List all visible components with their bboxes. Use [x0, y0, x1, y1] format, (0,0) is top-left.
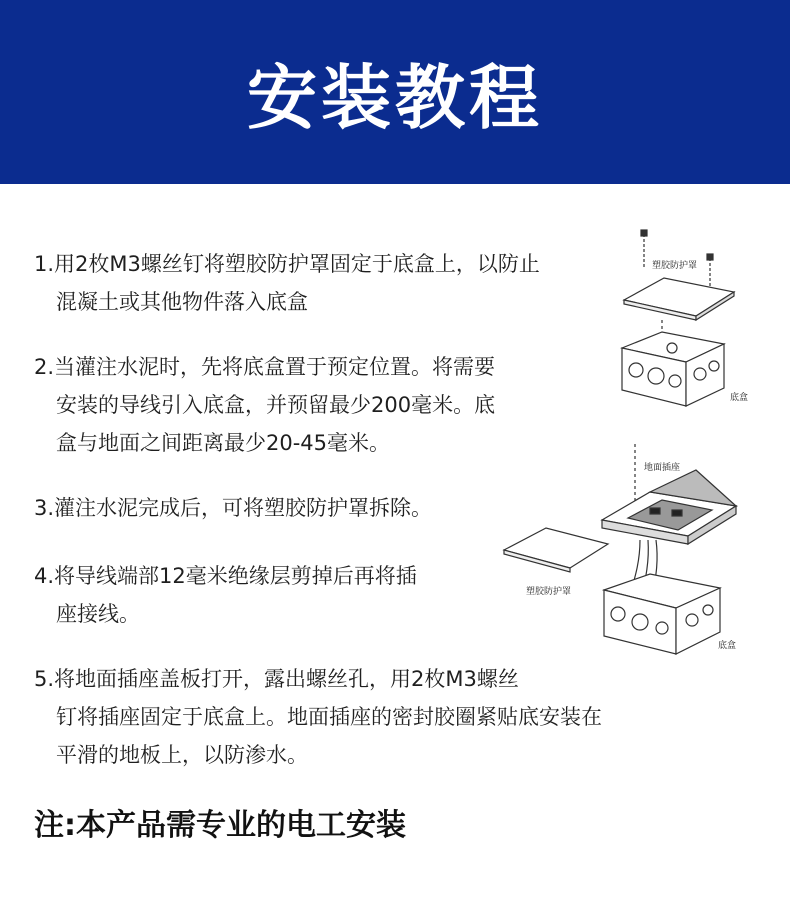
step-5	[34, 660, 602, 774]
step-5-line-1: 5.将地面插座盖板打开，露出螺丝孔，用2枚M3螺丝	[34, 667, 519, 691]
socket-box-illustration	[500, 440, 770, 660]
step-3-line-1: 3.灌注水泥完成后，可将塑胶防护罩拆除。	[34, 496, 433, 520]
cover-label: 塑胶防护罩	[652, 261, 698, 271]
safety-note: 注:本产品需专业的电工安装	[34, 808, 406, 843]
step-5-line-2: 钉将插座固定于底盒上。地面插座的密封胶圈紧贴底安装在	[56, 705, 602, 729]
step-2-line-2: 安装的导线引入底盒，并预留最少200毫米。底	[56, 393, 496, 417]
socket-label: 地面插座	[644, 463, 681, 473]
step-2-line-1: 2.当灌注水泥时，先将底盒置于预定位置。将需要	[34, 355, 496, 379]
box-label-2: 底盒	[718, 641, 737, 651]
step-1-line-2: 混凝土或其他物件落入底盒	[56, 290, 308, 314]
step-4-line-2: 座接线。	[56, 602, 140, 626]
cover-label-2: 塑胶防护罩	[526, 587, 572, 597]
step-2-line-3: 盒与地面之间距离最少20-45毫米。	[56, 431, 391, 455]
diagram-socket-installation	[500, 440, 770, 660]
step-1	[34, 245, 540, 321]
step-2	[34, 348, 495, 462]
header-banner	[0, 0, 790, 184]
cover-box-illustration	[612, 228, 762, 418]
step-5-line-3: 平滑的地板上，以防渗水。	[56, 743, 308, 767]
page-title: 安装教程	[247, 56, 543, 139]
diagram-cover-installation	[612, 228, 762, 418]
step-3	[34, 489, 432, 527]
step-1-line-1: 1.用2枚M3螺丝钉将塑胶防护罩固定于底盒上，以防止	[34, 252, 540, 276]
step-4-line-1: 4.将导线端部12毫米绝缘层剪掉后再将插	[34, 564, 417, 588]
step-4	[34, 557, 417, 633]
box-label: 底盒	[730, 393, 749, 403]
